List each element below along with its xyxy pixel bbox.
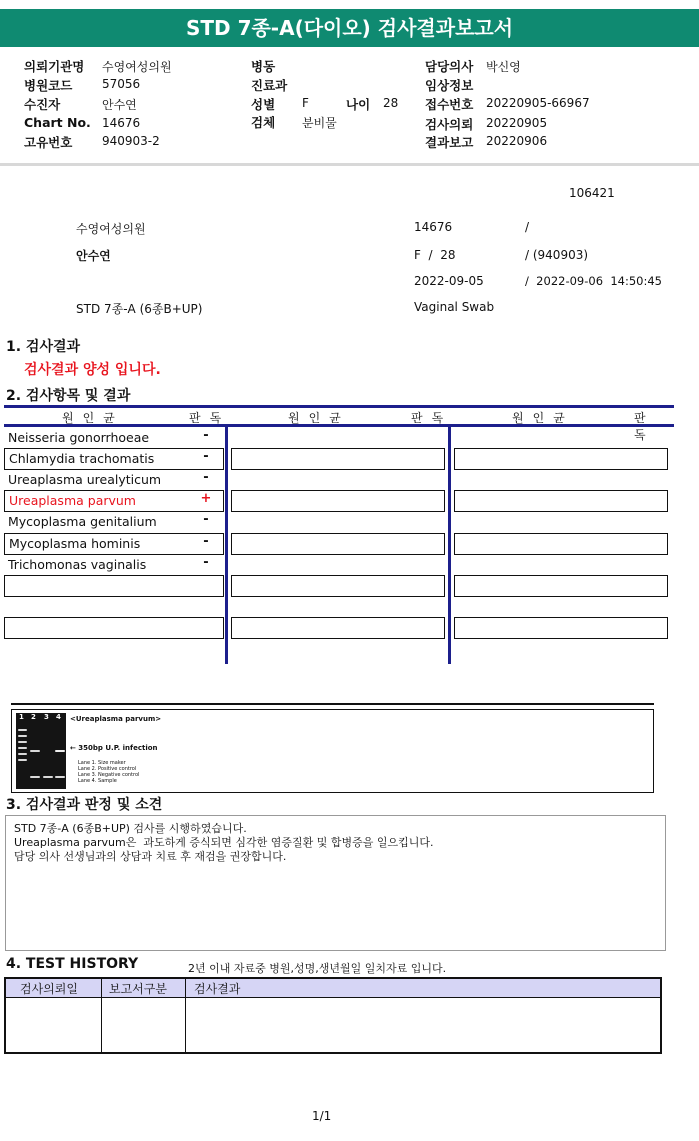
marker-band (18, 759, 27, 761)
request-date-label: 검사의뢰 (425, 117, 474, 132)
pathogen-row (4, 470, 224, 490)
pathogen-result: - (203, 428, 209, 443)
gel-separator (11, 703, 654, 705)
sex-label: 성별 (251, 97, 276, 112)
empty-cell (454, 617, 668, 639)
history-col-request-date: 검사의뢰일 (20, 982, 78, 996)
col-pathogen-3: 원인균 (512, 411, 574, 425)
history-header-row (6, 979, 660, 998)
chart-no-value: 14676 (102, 116, 141, 130)
gel-title: <Ureaplasma parvum> (70, 715, 162, 723)
pathogen-result-positive: + (200, 491, 212, 506)
institution-label: 의뢰기관명 (24, 59, 85, 74)
positive-band (30, 750, 40, 752)
specimen-label: 검체 (251, 115, 276, 130)
lane-number: 1 (19, 713, 24, 721)
page-number: 1/1 (312, 1109, 332, 1123)
sub-patient: 안수연 (76, 249, 111, 263)
empty-cell (231, 617, 445, 639)
sex-value: F (302, 96, 309, 110)
empty-cell (4, 617, 224, 639)
empty-cell (231, 533, 445, 555)
sub-slash: / (525, 220, 530, 234)
section-1-title: 1. 검사결과 (6, 339, 81, 355)
pathogen-result: - (203, 534, 209, 549)
col-judgement-1: 판독 (189, 411, 231, 425)
section-4-title: 4. TEST HISTORY (6, 956, 139, 972)
history-col-report-type: 보고서구분 (109, 982, 167, 996)
col-pathogen-1: 원인균 (62, 411, 124, 425)
sub-id: / (940903) (525, 248, 589, 262)
chart-no-label: Chart No. (24, 115, 91, 130)
report-date-value: 20220906 (486, 134, 548, 148)
opinion-line: STD 7종-A (6종B+UP) 검사를 시행하였습니다. (14, 822, 247, 835)
receipt-value: 20220905-66967 (486, 96, 590, 110)
lane-number: 4 (56, 713, 61, 721)
history-col-divider (101, 979, 102, 1052)
opinion-box (5, 815, 666, 951)
opinion-line: Ureaplasma parvum은 과도하게 증식되면 심각한 염증질환 및 합병증을 일으킵니다. (14, 836, 434, 849)
history-col-divider (185, 979, 186, 1052)
empty-cell (4, 575, 224, 597)
gel-electrophoresis-panel (11, 709, 654, 793)
result-summary: 검사결과 양성 입니다. (24, 362, 161, 378)
age-value: 28 (383, 96, 399, 110)
pathogen-name: Ureaplasma urealyticum (8, 472, 162, 487)
primer-band (30, 776, 40, 778)
sub-report-datetime: / 2022-09-06 14:50:45 (525, 274, 662, 288)
lane-number: 3 (44, 713, 49, 721)
pathogen-row (4, 555, 224, 575)
marker-band (18, 741, 27, 743)
col-pathogen-2: 원인균 (288, 411, 350, 425)
pathogen-result: - (203, 470, 209, 485)
doctor-value: 박신영 (486, 60, 521, 74)
ward-label: 병동 (251, 59, 276, 74)
primer-band (55, 776, 65, 778)
gel-legend: Lane 3. Negative control (78, 772, 140, 778)
table-divider-2 (448, 427, 451, 664)
clinical-label: 임상정보 (425, 78, 474, 93)
report-title: STD 7종-A(다이오) 검사결과보고서 (0, 9, 699, 47)
history-col-result: 검사결과 (194, 982, 241, 996)
gel-image (16, 713, 66, 789)
institution-value: 수영여성의원 (102, 60, 172, 74)
table-divider-1 (225, 427, 228, 664)
col-judgement-2: 판독 (411, 411, 453, 425)
marker-band (18, 729, 27, 731)
sub-chart-no: 14676 (414, 220, 453, 234)
pathogen-name: Mycoplasma genitalium (8, 514, 157, 529)
sub-receipt-date: 2022-09-05 (414, 274, 484, 288)
pathogen-name: Ureaplasma parvum (9, 493, 136, 508)
gel-legend: Lane 2. Positive control (78, 766, 137, 772)
empty-cell (231, 575, 445, 597)
gel-legend: Lane 1. Size maker (78, 760, 126, 766)
history-note: 2년 이내 자료중 병원,성명,생년월일 일치자료 입니다. (188, 962, 447, 975)
request-date-value: 20220905 (486, 116, 548, 130)
sub-sex-age: F / 28 (414, 248, 456, 262)
hospital-code-value: 57056 (102, 77, 141, 91)
pathogen-row (4, 428, 224, 448)
lane-number: 2 (31, 713, 36, 721)
marker-band (18, 735, 27, 737)
age-label: 나이 (346, 97, 371, 112)
pathogen-name: Mycoplasma hominis (9, 536, 141, 551)
pathogen-result: - (203, 449, 209, 464)
empty-cell (231, 448, 445, 470)
empty-cell (454, 448, 668, 470)
gel-band-label: ← 350bp U.P. infection (70, 744, 158, 752)
pathogen-row (4, 512, 224, 532)
dept-label: 진료과 (251, 78, 288, 93)
doctor-label: 담당의사 (425, 59, 474, 74)
sample-band (55, 750, 65, 752)
unique-no-value: 940903-2 (102, 134, 160, 148)
pathogen-result: - (203, 512, 209, 527)
hospital-code-label: 병원코드 (24, 78, 73, 93)
sub-test-name: STD 7종-A (6종B+UP) (76, 302, 203, 316)
pathogen-row-positive (4, 490, 224, 512)
specimen-value: 분비물 (302, 116, 337, 130)
patient-value: 안수연 (102, 98, 137, 112)
gel-legend: Lane 4. Sample (78, 778, 117, 784)
receipt-label: 접수번호 (425, 97, 474, 112)
header-info (0, 48, 699, 166)
pathogen-name: Neisseria gonorrhoeae (8, 430, 150, 445)
marker-band (18, 753, 27, 755)
section-2-title: 2. 검사항목 및 결과 (6, 388, 131, 404)
sub-institution: 수영여성의원 (76, 222, 146, 236)
empty-cell (454, 575, 668, 597)
pathogen-result: - (203, 555, 209, 570)
primer-band (43, 776, 53, 778)
marker-band (18, 747, 27, 749)
pathogen-row (4, 533, 224, 555)
pathogen-name: Chlamydia trachomatis (9, 451, 155, 466)
report-date-label: 결과보고 (425, 135, 474, 150)
pathogen-name: Trichomonas vaginalis (8, 557, 147, 572)
empty-cell (454, 533, 668, 555)
section-3-title: 3. 검사결과 판정 및 소견 (6, 797, 163, 813)
col-judgement-3: 판독 (634, 411, 655, 442)
empty-cell (454, 490, 668, 512)
patient-label: 수진자 (24, 97, 61, 112)
unique-no-label: 고유번호 (24, 135, 73, 150)
empty-cell (231, 490, 445, 512)
pathogen-row (4, 448, 224, 470)
report-number: 106421 (569, 186, 615, 200)
opinion-line: 담당 의사 선생님과의 상담과 치료 후 재검을 권장합니다. (14, 850, 287, 863)
sub-specimen: Vaginal Swab (414, 300, 495, 314)
test-history-table (4, 977, 662, 1054)
